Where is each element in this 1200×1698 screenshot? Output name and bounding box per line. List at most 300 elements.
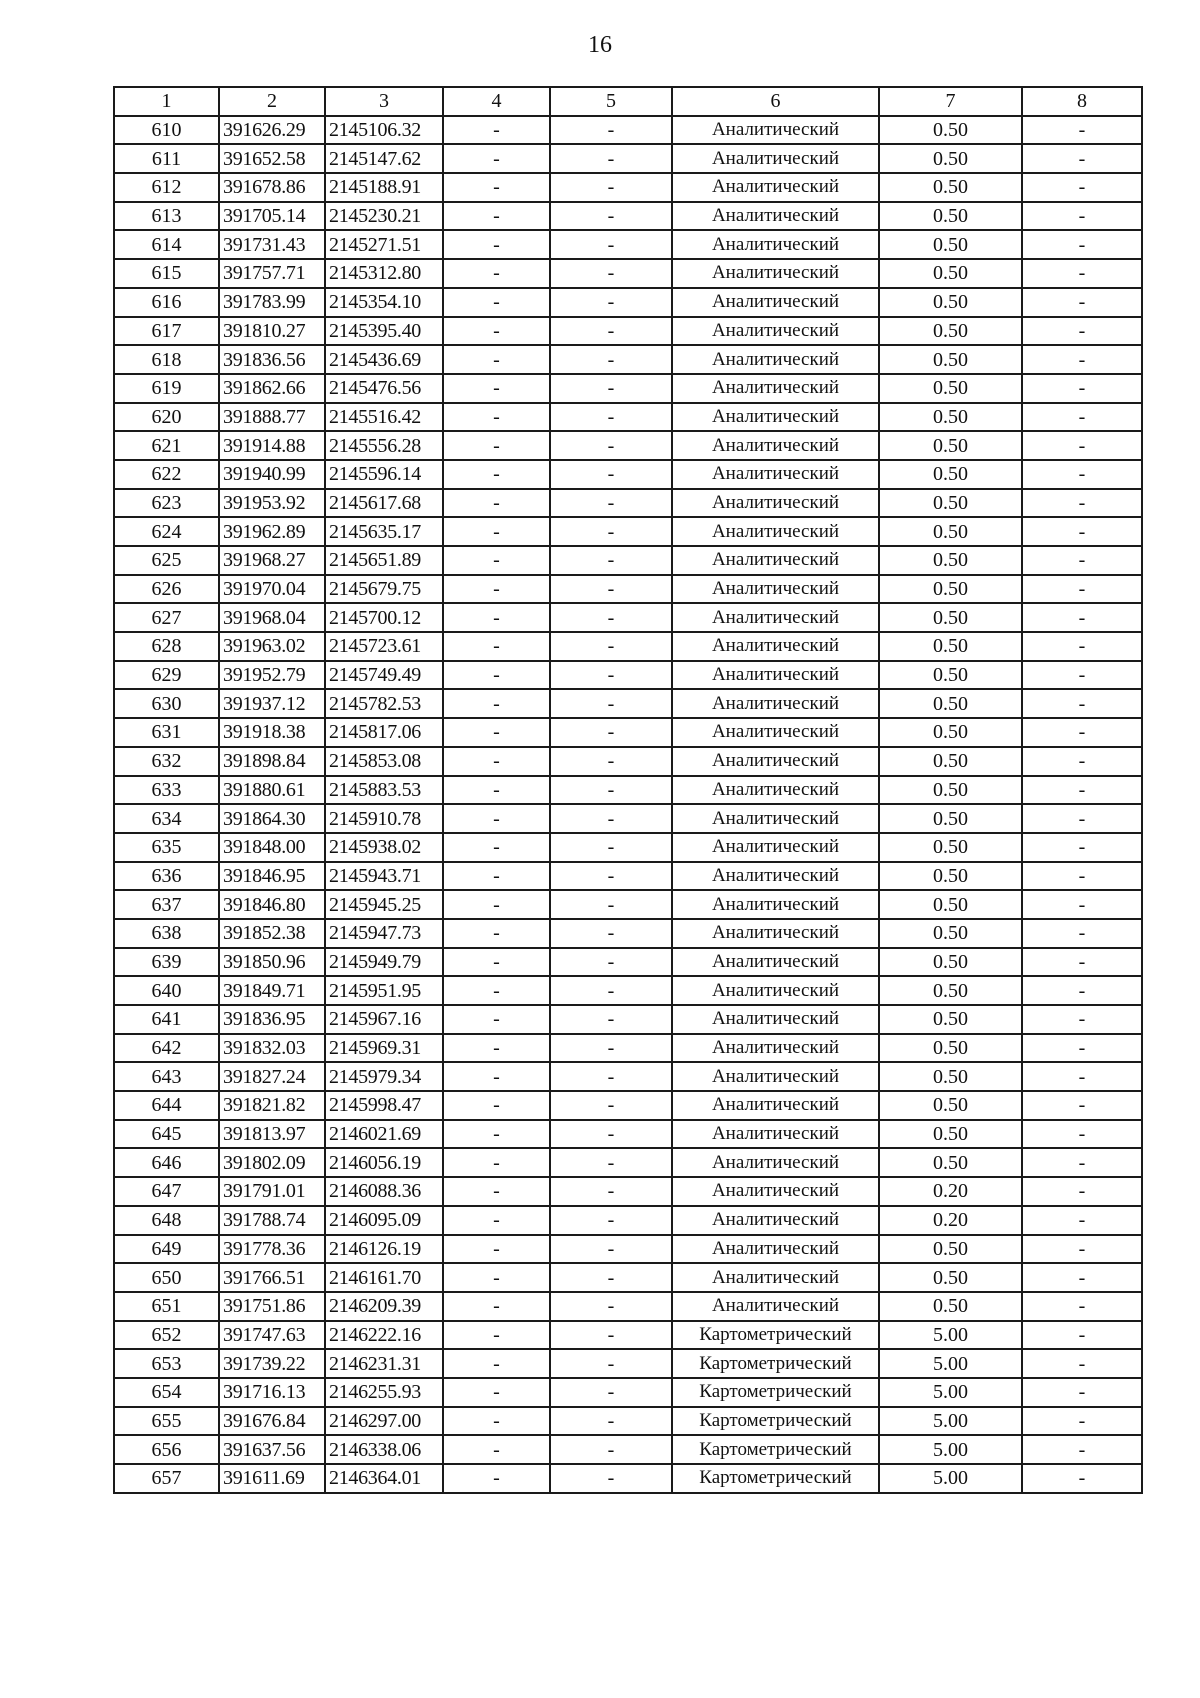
- col4-cell: -: [443, 747, 550, 776]
- table-row: [114, 1120, 1142, 1149]
- point-number-cell: 631: [114, 718, 219, 747]
- col8-cell: -: [1022, 403, 1142, 432]
- col8-cell: -: [1022, 1206, 1142, 1235]
- method-cell: Аналитический: [672, 173, 879, 202]
- table-row: [114, 1321, 1142, 1350]
- accuracy-cell: 5.00: [879, 1435, 1022, 1464]
- y-coordinate-cell: 2145436.69: [325, 345, 443, 374]
- col5-cell: -: [550, 747, 672, 776]
- col4-cell: -: [443, 804, 550, 833]
- table-row: [114, 230, 1142, 259]
- col4-cell: -: [443, 173, 550, 202]
- y-coordinate-cell: 2145271.51: [325, 230, 443, 259]
- col5-cell: -: [550, 116, 672, 145]
- col4-cell: -: [443, 776, 550, 805]
- table-row: [114, 1177, 1142, 1206]
- point-number-cell: 625: [114, 546, 219, 575]
- col4-cell: -: [443, 489, 550, 518]
- y-coordinate-cell: 2145106.32: [325, 116, 443, 145]
- col8-cell: -: [1022, 489, 1142, 518]
- method-cell: Аналитический: [672, 948, 879, 977]
- point-number-cell: 620: [114, 403, 219, 432]
- table-row: [114, 1005, 1142, 1034]
- accuracy-cell: 0.50: [879, 173, 1022, 202]
- accuracy-cell: 0.50: [879, 517, 1022, 546]
- point-number-cell: 650: [114, 1263, 219, 1292]
- point-number-cell: 639: [114, 948, 219, 977]
- y-coordinate-cell: 2146222.16: [325, 1321, 443, 1350]
- x-coordinate-cell: 391953.92: [219, 489, 325, 518]
- col4-cell: -: [443, 1062, 550, 1091]
- col8-cell: -: [1022, 144, 1142, 173]
- col8-cell: -: [1022, 230, 1142, 259]
- table-row: [114, 173, 1142, 202]
- point-number-cell: 633: [114, 776, 219, 805]
- x-coordinate-cell: 391705.14: [219, 202, 325, 231]
- accuracy-cell: 0.50: [879, 890, 1022, 919]
- accuracy-cell: 0.50: [879, 689, 1022, 718]
- col8-cell: -: [1022, 833, 1142, 862]
- point-number-cell: 610: [114, 116, 219, 145]
- point-number-cell: 638: [114, 919, 219, 948]
- col8-cell: -: [1022, 173, 1142, 202]
- accuracy-cell: 5.00: [879, 1349, 1022, 1378]
- y-coordinate-cell: 2146126.19: [325, 1235, 443, 1264]
- column-header: 1: [114, 87, 219, 116]
- col5-cell: -: [550, 1177, 672, 1206]
- y-coordinate-cell: 2146364.01: [325, 1464, 443, 1493]
- col4-cell: -: [443, 1206, 550, 1235]
- point-number-cell: 623: [114, 489, 219, 518]
- point-number-cell: 617: [114, 317, 219, 346]
- table-row: [114, 1062, 1142, 1091]
- method-cell: Аналитический: [672, 116, 879, 145]
- point-number-cell: 629: [114, 661, 219, 690]
- col8-cell: -: [1022, 776, 1142, 805]
- y-coordinate-cell: 2146056.19: [325, 1148, 443, 1177]
- col8-cell: -: [1022, 431, 1142, 460]
- col5-cell: -: [550, 230, 672, 259]
- col5-cell: -: [550, 1062, 672, 1091]
- y-coordinate-cell: 2145979.34: [325, 1062, 443, 1091]
- col4-cell: -: [443, 460, 550, 489]
- table-row: [114, 144, 1142, 173]
- y-coordinate-cell: 2146297.00: [325, 1407, 443, 1436]
- col4-cell: -: [443, 862, 550, 891]
- method-cell: Аналитический: [672, 259, 879, 288]
- table-row: [114, 202, 1142, 231]
- col8-cell: -: [1022, 546, 1142, 575]
- col4-cell: -: [443, 1005, 550, 1034]
- method-cell: Аналитический: [672, 1177, 879, 1206]
- col8-cell: -: [1022, 1177, 1142, 1206]
- col5-cell: -: [550, 603, 672, 632]
- table-row: [114, 431, 1142, 460]
- x-coordinate-cell: 391783.99: [219, 288, 325, 317]
- accuracy-cell: 0.50: [879, 603, 1022, 632]
- table-row: [114, 919, 1142, 948]
- col5-cell: -: [550, 1435, 672, 1464]
- table-row: [114, 259, 1142, 288]
- table-row: [114, 661, 1142, 690]
- x-coordinate-cell: 391611.69: [219, 1464, 325, 1493]
- accuracy-cell: 0.50: [879, 431, 1022, 460]
- col5-cell: -: [550, 374, 672, 403]
- x-coordinate-cell: 391846.80: [219, 890, 325, 919]
- x-coordinate-cell: 391963.02: [219, 632, 325, 661]
- point-number-cell: 616: [114, 288, 219, 317]
- col8-cell: -: [1022, 718, 1142, 747]
- y-coordinate-cell: 2145817.06: [325, 718, 443, 747]
- point-number-cell: 643: [114, 1062, 219, 1091]
- col4-cell: -: [443, 718, 550, 747]
- y-coordinate-cell: 2145945.25: [325, 890, 443, 919]
- point-number-cell: 624: [114, 517, 219, 546]
- col5-cell: -: [550, 489, 672, 518]
- x-coordinate-cell: 391678.86: [219, 173, 325, 202]
- table-row: [114, 1034, 1142, 1063]
- accuracy-cell: 0.50: [879, 833, 1022, 862]
- table-row: [114, 1292, 1142, 1321]
- table-header-row: [114, 87, 1142, 116]
- column-header: 7: [879, 87, 1022, 116]
- y-coordinate-cell: 2145853.08: [325, 747, 443, 776]
- table-row: [114, 1435, 1142, 1464]
- table-row: [114, 403, 1142, 432]
- method-cell: Картометрический: [672, 1321, 879, 1350]
- col8-cell: -: [1022, 890, 1142, 919]
- col5-cell: -: [550, 833, 672, 862]
- col5-cell: -: [550, 317, 672, 346]
- col8-cell: -: [1022, 374, 1142, 403]
- x-coordinate-cell: 391637.56: [219, 1435, 325, 1464]
- accuracy-cell: 0.50: [879, 1292, 1022, 1321]
- accuracy-cell: 0.50: [879, 317, 1022, 346]
- table-row: [114, 718, 1142, 747]
- page-number: 16: [588, 32, 612, 58]
- method-cell: Картометрический: [672, 1464, 879, 1493]
- col5-cell: -: [550, 202, 672, 231]
- accuracy-cell: 0.50: [879, 862, 1022, 891]
- method-cell: Аналитический: [672, 919, 879, 948]
- col5-cell: -: [550, 776, 672, 805]
- col4-cell: -: [443, 1378, 550, 1407]
- x-coordinate-cell: 391676.84: [219, 1407, 325, 1436]
- y-coordinate-cell: 2145949.79: [325, 948, 443, 977]
- col5-cell: -: [550, 1378, 672, 1407]
- method-cell: Аналитический: [672, 144, 879, 173]
- y-coordinate-cell: 2145943.71: [325, 862, 443, 891]
- point-number-cell: 615: [114, 259, 219, 288]
- table-row: [114, 546, 1142, 575]
- col4-cell: -: [443, 546, 550, 575]
- method-cell: Аналитический: [672, 804, 879, 833]
- accuracy-cell: 0.50: [879, 776, 1022, 805]
- method-cell: Аналитический: [672, 632, 879, 661]
- x-coordinate-cell: 391914.88: [219, 431, 325, 460]
- y-coordinate-cell: 2145782.53: [325, 689, 443, 718]
- point-number-cell: 636: [114, 862, 219, 891]
- accuracy-cell: 0.50: [879, 632, 1022, 661]
- accuracy-cell: 0.50: [879, 575, 1022, 604]
- y-coordinate-cell: 2145947.73: [325, 919, 443, 948]
- method-cell: Аналитический: [672, 689, 879, 718]
- col8-cell: -: [1022, 259, 1142, 288]
- col8-cell: -: [1022, 1005, 1142, 1034]
- col8-cell: -: [1022, 747, 1142, 776]
- y-coordinate-cell: 2145967.16: [325, 1005, 443, 1034]
- y-coordinate-cell: 2145679.75: [325, 575, 443, 604]
- table-row: [114, 116, 1142, 145]
- col8-cell: -: [1022, 1349, 1142, 1378]
- method-cell: Аналитический: [672, 1263, 879, 1292]
- x-coordinate-cell: 391848.00: [219, 833, 325, 862]
- col8-cell: -: [1022, 460, 1142, 489]
- accuracy-cell: 0.50: [879, 661, 1022, 690]
- y-coordinate-cell: 2145596.14: [325, 460, 443, 489]
- table-row: [114, 1091, 1142, 1120]
- method-cell: Аналитический: [672, 403, 879, 432]
- accuracy-cell: 0.50: [879, 1263, 1022, 1292]
- point-number-cell: 612: [114, 173, 219, 202]
- accuracy-cell: 0.50: [879, 144, 1022, 173]
- method-cell: Аналитический: [672, 1148, 879, 1177]
- point-number-cell: 632: [114, 747, 219, 776]
- point-number-cell: 657: [114, 1464, 219, 1493]
- col5-cell: -: [550, 632, 672, 661]
- accuracy-cell: 0.50: [879, 1148, 1022, 1177]
- accuracy-cell: 0.50: [879, 948, 1022, 977]
- col8-cell: -: [1022, 976, 1142, 1005]
- y-coordinate-cell: 2146095.09: [325, 1206, 443, 1235]
- col5-cell: -: [550, 460, 672, 489]
- table-row: [114, 890, 1142, 919]
- y-coordinate-cell: 2145938.02: [325, 833, 443, 862]
- x-coordinate-cell: 391731.43: [219, 230, 325, 259]
- col4-cell: -: [443, 288, 550, 317]
- col8-cell: -: [1022, 1062, 1142, 1091]
- x-coordinate-cell: 391832.03: [219, 1034, 325, 1063]
- y-coordinate-cell: 2146161.70: [325, 1263, 443, 1292]
- col4-cell: -: [443, 1120, 550, 1149]
- col8-cell: -: [1022, 661, 1142, 690]
- col4-cell: -: [443, 259, 550, 288]
- point-number-cell: 652: [114, 1321, 219, 1350]
- accuracy-cell: 5.00: [879, 1321, 1022, 1350]
- point-number-cell: 619: [114, 374, 219, 403]
- accuracy-cell: 0.50: [879, 489, 1022, 518]
- method-cell: Аналитический: [672, 546, 879, 575]
- point-number-cell: 641: [114, 1005, 219, 1034]
- y-coordinate-cell: 2145951.95: [325, 976, 443, 1005]
- point-number-cell: 642: [114, 1034, 219, 1063]
- method-cell: Аналитический: [672, 718, 879, 747]
- accuracy-cell: 0.50: [879, 116, 1022, 145]
- table-row: [114, 862, 1142, 891]
- point-number-cell: 645: [114, 1120, 219, 1149]
- method-cell: Картометрический: [672, 1349, 879, 1378]
- accuracy-cell: 0.50: [879, 1091, 1022, 1120]
- method-cell: Аналитический: [672, 747, 879, 776]
- col5-cell: -: [550, 431, 672, 460]
- col5-cell: -: [550, 1120, 672, 1149]
- method-cell: Аналитический: [672, 345, 879, 374]
- method-cell: Аналитический: [672, 288, 879, 317]
- x-coordinate-cell: 391970.04: [219, 575, 325, 604]
- col4-cell: -: [443, 603, 550, 632]
- col8-cell: -: [1022, 517, 1142, 546]
- x-coordinate-cell: 391791.01: [219, 1177, 325, 1206]
- table-row: [114, 575, 1142, 604]
- col8-cell: -: [1022, 116, 1142, 145]
- col4-cell: -: [443, 1148, 550, 1177]
- col4-cell: -: [443, 890, 550, 919]
- col8-cell: -: [1022, 603, 1142, 632]
- col5-cell: -: [550, 689, 672, 718]
- y-coordinate-cell: 2145749.49: [325, 661, 443, 690]
- y-coordinate-cell: 2145556.28: [325, 431, 443, 460]
- point-number-cell: 618: [114, 345, 219, 374]
- point-number-cell: 626: [114, 575, 219, 604]
- col4-cell: -: [443, 661, 550, 690]
- point-number-cell: 649: [114, 1235, 219, 1264]
- y-coordinate-cell: 2145998.47: [325, 1091, 443, 1120]
- y-coordinate-cell: 2145635.17: [325, 517, 443, 546]
- table-row: [114, 603, 1142, 632]
- accuracy-cell: 0.50: [879, 1235, 1022, 1264]
- y-coordinate-cell: 2145723.61: [325, 632, 443, 661]
- point-number-cell: 622: [114, 460, 219, 489]
- col8-cell: -: [1022, 1464, 1142, 1493]
- method-cell: Аналитический: [672, 603, 879, 632]
- point-number-cell: 648: [114, 1206, 219, 1235]
- x-coordinate-cell: 391778.36: [219, 1235, 325, 1264]
- point-number-cell: 655: [114, 1407, 219, 1436]
- accuracy-cell: 0.50: [879, 919, 1022, 948]
- point-number-cell: 646: [114, 1148, 219, 1177]
- col5-cell: -: [550, 1407, 672, 1436]
- x-coordinate-cell: 391968.27: [219, 546, 325, 575]
- col5-cell: -: [550, 517, 672, 546]
- column-header: 6: [672, 87, 879, 116]
- table-row: [114, 317, 1142, 346]
- col4-cell: -: [443, 374, 550, 403]
- accuracy-cell: 0.50: [879, 403, 1022, 432]
- accuracy-cell: 0.50: [879, 202, 1022, 231]
- method-cell: Аналитический: [672, 776, 879, 805]
- point-number-cell: 628: [114, 632, 219, 661]
- x-coordinate-cell: 391810.27: [219, 317, 325, 346]
- method-cell: Аналитический: [672, 460, 879, 489]
- point-number-cell: 653: [114, 1349, 219, 1378]
- table-row: [114, 833, 1142, 862]
- x-coordinate-cell: 391862.66: [219, 374, 325, 403]
- col4-cell: -: [443, 1321, 550, 1350]
- y-coordinate-cell: 2145354.10: [325, 288, 443, 317]
- method-cell: Аналитический: [672, 374, 879, 403]
- table-row: [114, 804, 1142, 833]
- col5-cell: -: [550, 1292, 672, 1321]
- x-coordinate-cell: 391937.12: [219, 689, 325, 718]
- col5-cell: -: [550, 890, 672, 919]
- col5-cell: -: [550, 546, 672, 575]
- y-coordinate-cell: 2145617.68: [325, 489, 443, 518]
- point-number-cell: 656: [114, 1435, 219, 1464]
- col8-cell: -: [1022, 345, 1142, 374]
- table-row: [114, 632, 1142, 661]
- col8-cell: -: [1022, 1120, 1142, 1149]
- accuracy-cell: 0.50: [879, 1005, 1022, 1034]
- x-coordinate-cell: 391716.13: [219, 1378, 325, 1407]
- y-coordinate-cell: 2146338.06: [325, 1435, 443, 1464]
- x-coordinate-cell: 391827.24: [219, 1062, 325, 1091]
- accuracy-cell: 0.50: [879, 374, 1022, 403]
- table-row: [114, 948, 1142, 977]
- x-coordinate-cell: 391852.38: [219, 919, 325, 948]
- x-coordinate-cell: 391846.95: [219, 862, 325, 891]
- accuracy-cell: 5.00: [879, 1464, 1022, 1493]
- col4-cell: -: [443, 1407, 550, 1436]
- col8-cell: -: [1022, 862, 1142, 891]
- accuracy-cell: 0.50: [879, 976, 1022, 1005]
- col5-cell: -: [550, 259, 672, 288]
- x-coordinate-cell: 391850.96: [219, 948, 325, 977]
- col5-cell: -: [550, 288, 672, 317]
- point-number-cell: 654: [114, 1378, 219, 1407]
- method-cell: Аналитический: [672, 1034, 879, 1063]
- x-coordinate-cell: 391652.58: [219, 144, 325, 173]
- col4-cell: -: [443, 689, 550, 718]
- col5-cell: -: [550, 345, 672, 374]
- method-cell: Аналитический: [672, 833, 879, 862]
- col8-cell: -: [1022, 1407, 1142, 1436]
- col5-cell: -: [550, 718, 672, 747]
- col5-cell: -: [550, 1148, 672, 1177]
- x-coordinate-cell: 391821.82: [219, 1091, 325, 1120]
- point-number-cell: 644: [114, 1091, 219, 1120]
- y-coordinate-cell: 2145883.53: [325, 776, 443, 805]
- col5-cell: -: [550, 1263, 672, 1292]
- col4-cell: -: [443, 976, 550, 1005]
- col4-cell: -: [443, 202, 550, 231]
- col5-cell: -: [550, 862, 672, 891]
- x-coordinate-cell: 391802.09: [219, 1148, 325, 1177]
- col4-cell: -: [443, 1263, 550, 1292]
- col5-cell: -: [550, 976, 672, 1005]
- point-number-cell: 637: [114, 890, 219, 919]
- point-number-cell: 613: [114, 202, 219, 231]
- col4-cell: -: [443, 345, 550, 374]
- col5-cell: -: [550, 919, 672, 948]
- x-coordinate-cell: 391788.74: [219, 1206, 325, 1235]
- col8-cell: -: [1022, 1378, 1142, 1407]
- point-number-cell: 621: [114, 431, 219, 460]
- col4-cell: -: [443, 1235, 550, 1264]
- accuracy-cell: 0.50: [879, 288, 1022, 317]
- col8-cell: -: [1022, 575, 1142, 604]
- point-number-cell: 627: [114, 603, 219, 632]
- x-coordinate-cell: 391940.99: [219, 460, 325, 489]
- col5-cell: -: [550, 948, 672, 977]
- point-number-cell: 651: [114, 1292, 219, 1321]
- col8-cell: -: [1022, 1091, 1142, 1120]
- table-row: [114, 1464, 1142, 1493]
- col5-cell: -: [550, 1005, 672, 1034]
- accuracy-cell: 0.50: [879, 804, 1022, 833]
- col5-cell: -: [550, 1349, 672, 1378]
- col8-cell: -: [1022, 1034, 1142, 1063]
- col8-cell: -: [1022, 632, 1142, 661]
